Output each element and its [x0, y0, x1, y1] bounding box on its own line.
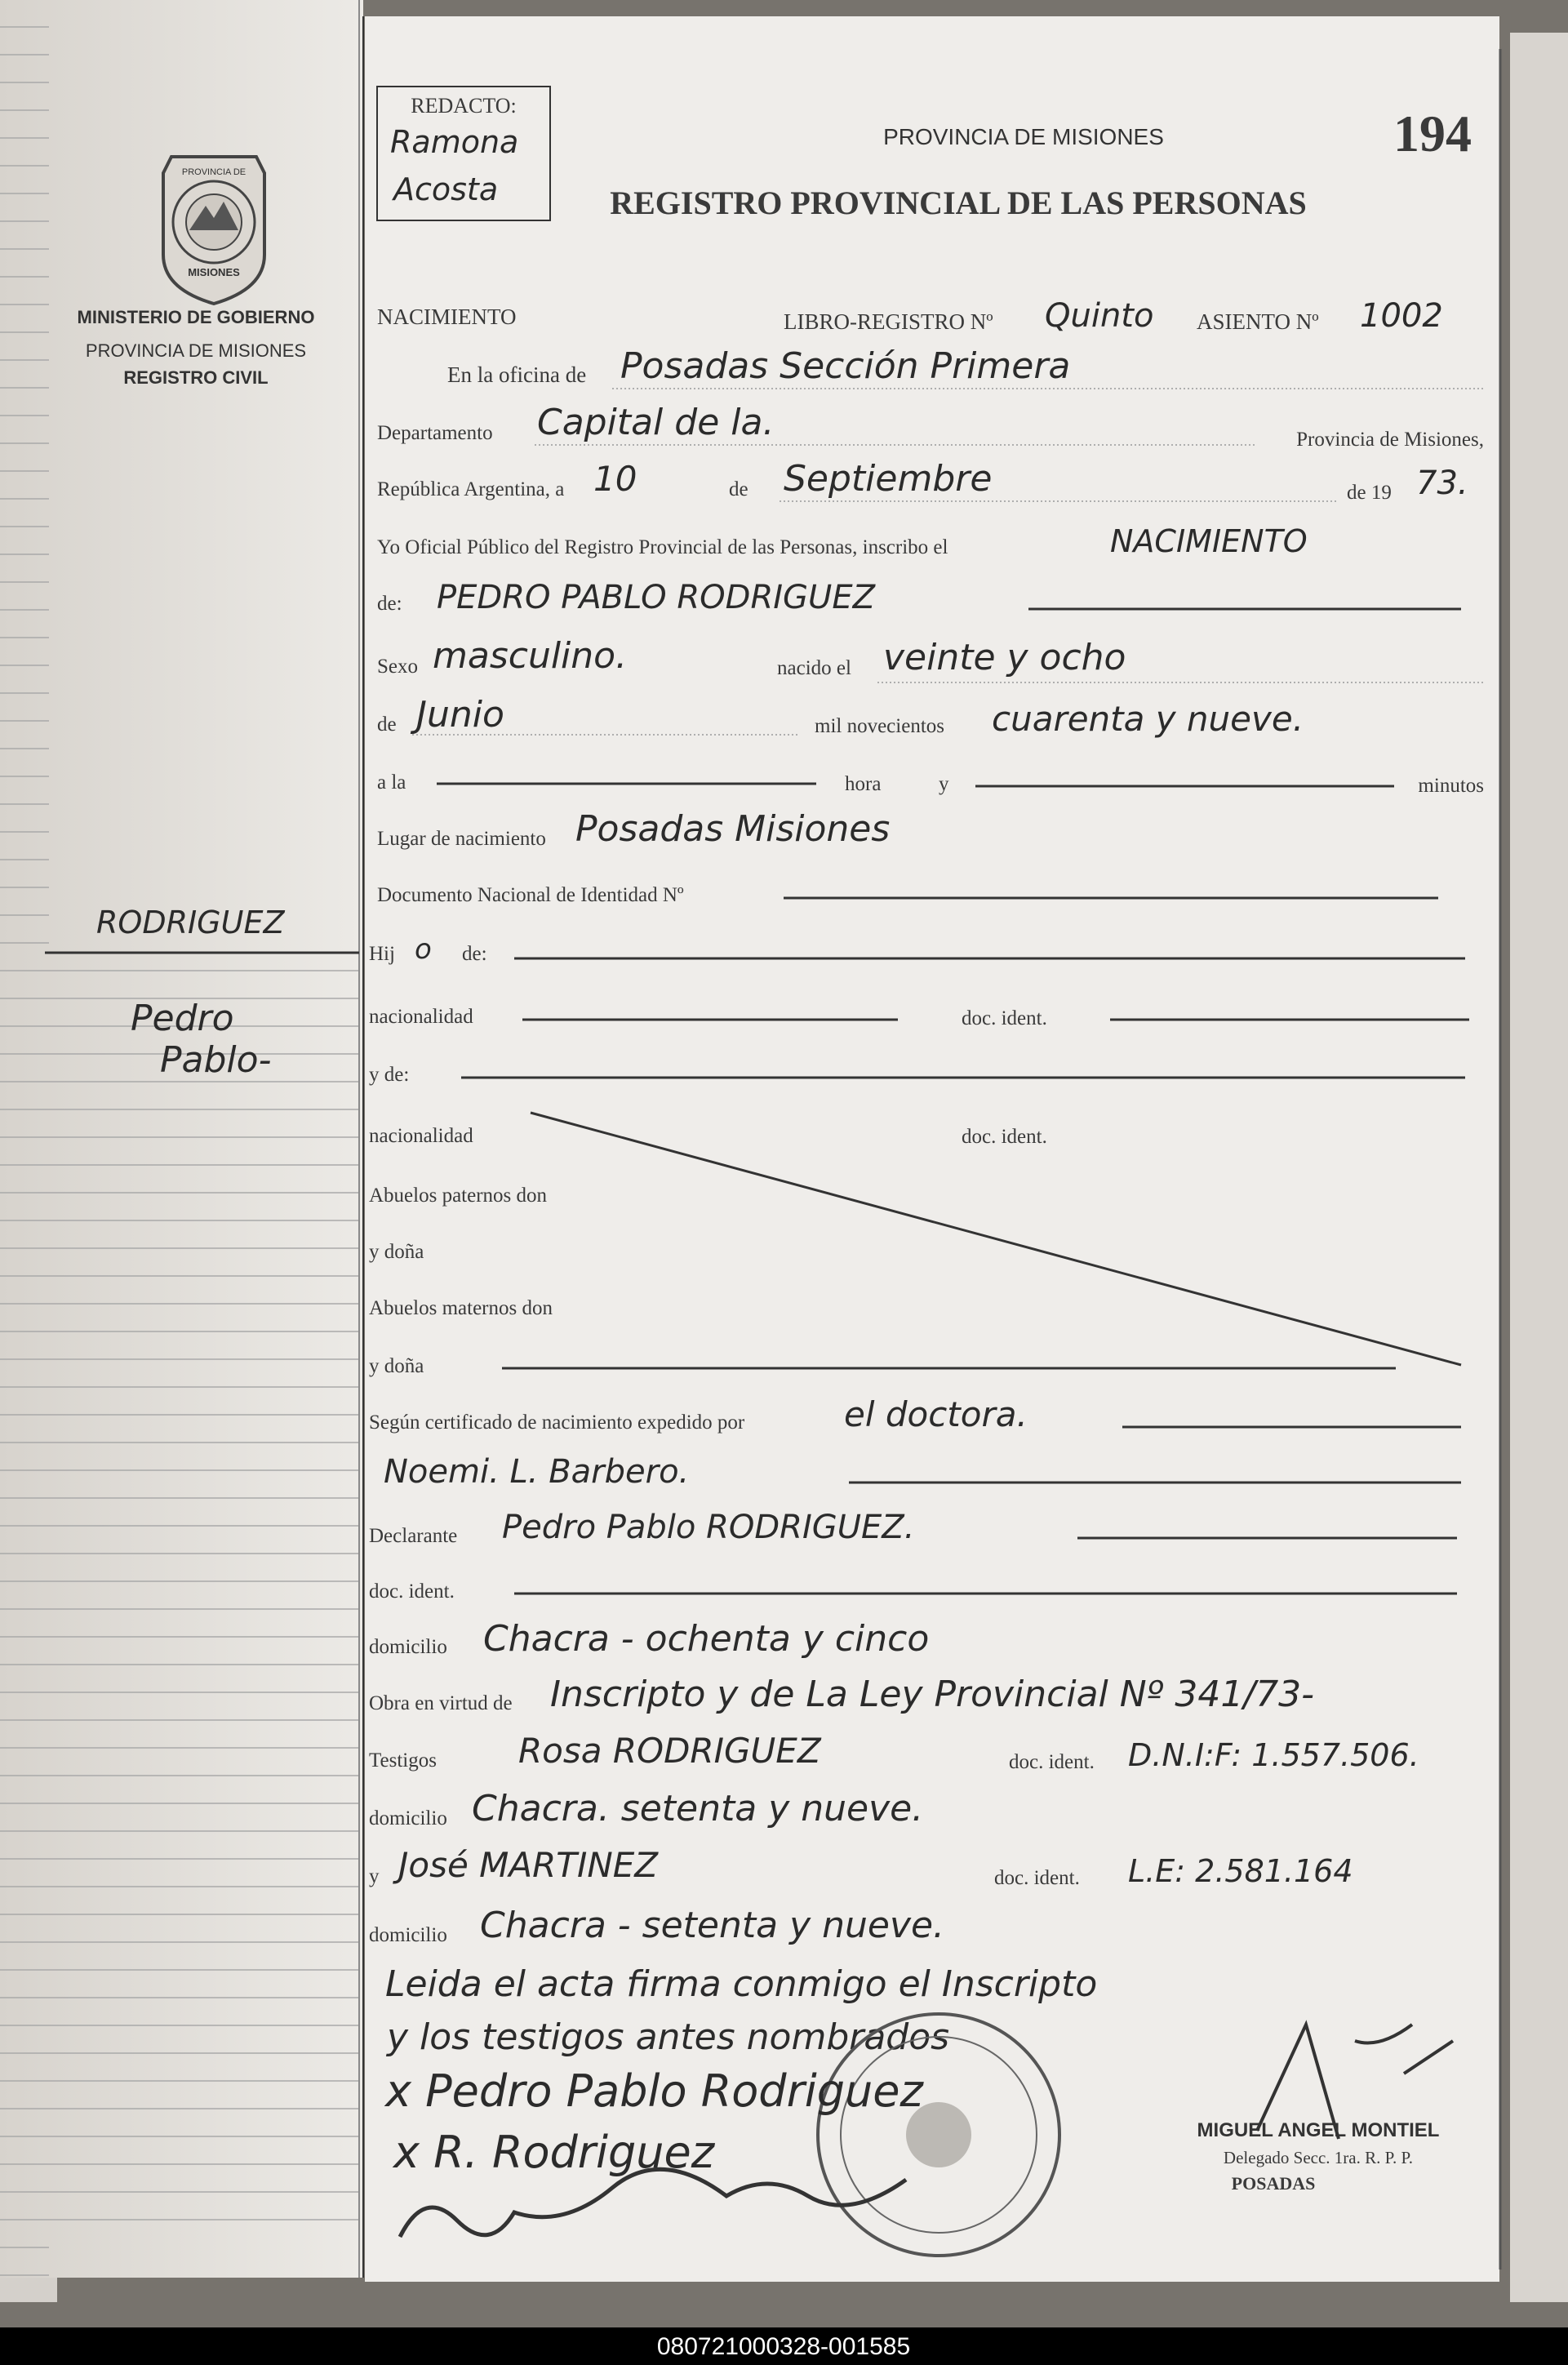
asiento-value: 1002 [1360, 297, 1443, 335]
testigo1-dom: Chacra. setenta y nueve. [472, 1788, 924, 1829]
domicilio-label-2: domicilio [369, 1807, 447, 1829]
official-name: MIGUEL ANGEL MONTIEL [1197, 2119, 1440, 2141]
declarante-value: Pedro Pablo RODRIGUEZ. [502, 1509, 915, 1546]
lugar-value: Posadas Misiones [575, 808, 891, 850]
doc-ident-label-1: doc. ident. [962, 1007, 1047, 1029]
next-page-edge [1510, 33, 1568, 2302]
nacido-label: nacido el [777, 657, 851, 679]
oficial-text: Yo Oficial Público del Registro Provincial de las Personas, inscribo el [377, 536, 948, 558]
obra-value: Inscripto y de La Ley Provincial Nº 341/73- [550, 1674, 1315, 1715]
abuelos-paternos-label: Abuelos paternos don [369, 1185, 548, 1207]
hijo-suffix: o [415, 933, 432, 966]
signature-1: x Pedro Pablo Rodriguez [385, 2065, 923, 2117]
nacionalidad-label-1: nacionalidad [369, 1006, 473, 1028]
minutos-label: minutos [1418, 775, 1484, 797]
redacto-label: REDACTO: [411, 94, 517, 118]
mes-nac-value: Junio [416, 694, 504, 736]
hora-label: hora [845, 773, 882, 795]
doc-ident-label-3: doc. ident. [369, 1580, 455, 1603]
libro-label: LIBRO-REGISTRO Nº [784, 309, 993, 334]
edge-ruled-lines [0, 0, 49, 2278]
emblem-bottom-text: MISIONES [188, 266, 240, 278]
doc-ident-label-2: doc. ident. [962, 1126, 1047, 1148]
oficial-value: NACIMIENTO [1110, 523, 1308, 559]
testigo2-doc: L.E: 2.581.164 [1128, 1853, 1353, 1889]
obra-label: Obra en virtud de [369, 1692, 513, 1714]
y-label-2: y [369, 1865, 380, 1887]
closing-line-1: Leida el acta firma conmigo el Inscripto [385, 1963, 1098, 2005]
footer-id: 080721000328-001585 [656, 2333, 911, 2360]
documento-label: Documento Nacional de Identidad Nº [377, 884, 684, 906]
departamento-value: Capital de la. [537, 402, 775, 443]
anio-value: 73. [1416, 465, 1468, 502]
y-dona-label-2: y doña [369, 1355, 424, 1377]
doc-ident-label-4: doc. ident. [1009, 1751, 1095, 1773]
de-label: de [729, 478, 748, 500]
y-label: y [939, 773, 949, 795]
testigo2-dom: Chacra - setenta y nueve. [480, 1905, 945, 1946]
official-role: Delegado Secc. 1ra. R. P. P. [1223, 2148, 1414, 2167]
mil-value: cuarenta y nueve. [992, 699, 1304, 739]
oficina-value: Posadas Sección Primera [620, 345, 1071, 387]
signature-2: x R. Rodriguez [393, 2127, 715, 2178]
dia-value: 10 [593, 459, 637, 499]
hijo-label: Hij [369, 943, 395, 965]
margin-given-2: Pablo- [160, 1039, 272, 1081]
anio-label: de 19 [1347, 482, 1392, 504]
asiento-label: ASIENTO Nº [1197, 309, 1319, 334]
redacto-name-1: Ramona [390, 124, 519, 160]
a-la-label: a la [377, 771, 406, 794]
redacto-name-2: Acosta [393, 171, 499, 207]
testigos-label: Testigos [369, 1749, 437, 1772]
declarante-label: Declarante [369, 1525, 458, 1547]
official-city: POSADAS [1231, 2173, 1316, 2194]
province-title: PROVINCIA DE MISIONES [883, 124, 1164, 149]
nacionalidad-label-2: nacionalidad [369, 1125, 473, 1147]
oficina-label: En la oficina de [447, 362, 587, 387]
testigo1-value: Rosa RODRIGUEZ [518, 1731, 821, 1771]
provincial-emblem [163, 157, 264, 304]
sexo-value: masculino. [433, 635, 628, 677]
doc-ident-label-5: doc. ident. [994, 1867, 1080, 1889]
testigo2-value: José MARTINEZ [398, 1845, 659, 1885]
abuelos-maternos-label: Abuelos maternos don [369, 1297, 553, 1319]
domicilio-label-3: domicilio [369, 1924, 447, 1946]
sexo-label: Sexo [377, 656, 418, 678]
republica-label: República Argentina, a [377, 478, 565, 500]
nacido-value: veinte y ocho [883, 637, 1126, 678]
de-mes-label: de [377, 714, 397, 736]
margin-given-1: Pedro [131, 998, 234, 1039]
ministry-line-1: MINISTERIO DE GOBIERNO [77, 307, 315, 327]
mil-label: mil novecientos [815, 715, 944, 737]
lugar-label: Lugar de nacimiento [377, 828, 546, 850]
certificado-value-2: Noemi. L. Barbero. [384, 1453, 690, 1491]
ministry-line-2: PROVINCIA DE MISIONES [85, 340, 307, 361]
testigo1-doc: D.N.I:F: 1.557.506. [1128, 1737, 1419, 1773]
mes-value: Septiembre [784, 458, 993, 500]
registry-title: REGISTRO PROVINCIAL DE LAS PERSONAS [610, 184, 1307, 221]
libro-value: Quinto [1045, 297, 1154, 335]
nacimiento-label: NACIMIENTO [377, 305, 517, 329]
emblem-top-text: PROVINCIA DE [181, 167, 247, 177]
domicilio-value: Chacra - ochenta y cinco [483, 1618, 930, 1660]
page-number: 194 [1393, 104, 1472, 162]
y-de-label: y de: [369, 1064, 410, 1086]
provincia-label: Provincia de Misiones, [1296, 429, 1484, 451]
nombre-value: PEDRO PABLO RODRIGUEZ [437, 579, 875, 616]
ministry-line-3: REGISTRO CIVIL [123, 367, 269, 388]
closing-line-2: y los testigos antes nombrados [387, 2016, 950, 2058]
margin-ruled-lines [49, 947, 359, 2221]
de-nombre-label: de: [377, 593, 402, 615]
domicilio-label-1: domicilio [369, 1636, 447, 1658]
departamento-label: Departamento [377, 422, 493, 444]
hijo-de-label: de: [462, 943, 487, 965]
margin-surname: RODRIGUEZ [96, 905, 285, 940]
y-dona-label-1: y doña [369, 1241, 424, 1263]
certificado-label: Según certificado de nacimiento expedido por [369, 1411, 745, 1434]
certificado-value: el doctora. [844, 1394, 1028, 1434]
